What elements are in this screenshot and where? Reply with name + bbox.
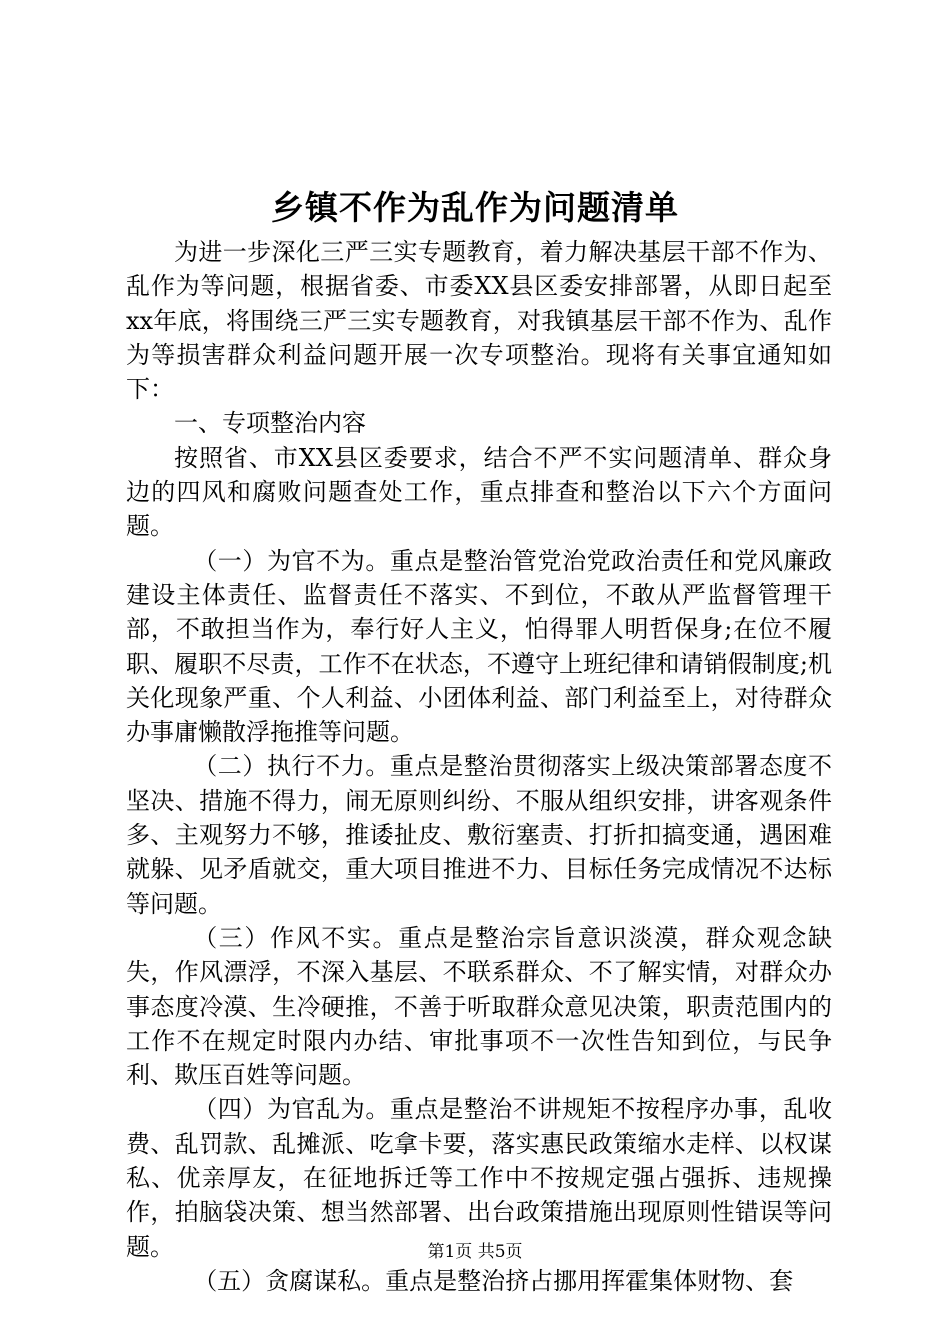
intro-paragraph: 为进一步深化三严三实专题教育，着力解决基层干部不作为、乱作为等问题，根据省委、市委XX县区委安排部署，从即日起至xx年底，将围绕三严三实专题教育，对我镇基层干部不作为、乱作为等损害群众利益问题开展一次专项整治。现将有关事宜通知如下： xyxy=(126,238,832,404)
document-title: 乡镇不作为乱作为问题清单 xyxy=(271,188,679,227)
document-body xyxy=(126,235,832,1298)
section-intro-paragraph: 按照省、市XX县区委要求，结合不严不实问题清单、群众身边的四风和腐败问题查处工作，重点排查和整治以下六个方面问题。 xyxy=(126,443,832,541)
page-number-footer: 第1页 共5页 xyxy=(427,1242,523,1262)
item-paragraph-2: （二）执行不力。重点是整治贯彻落实上级决策部署态度不坚决、措施不得力，闹无原则纠纷、不服从组织安排，讲客观条件多、主观努力不够，推诿扯皮、敷衍塞责、打折扣搞变通，遇困难就躲、见矛盾就交，重大项目推进不力、目标任务完成情况不达标等问题。 xyxy=(126,752,832,918)
item-paragraph-4: （四）为官乱为。重点是整治不讲规矩不按程序办事，乱收费、乱罚款、乱摊派、吃拿卡要，落实惠民政策缩水走样、以权谋私、优亲厚友，在征地拆迁等工作中不按规定强占强拆、违规操作，拍脑袋决策、想当然部署、出台政策措施出现原则性错误等问题。 xyxy=(126,1095,832,1261)
item-paragraph-3: （三）作风不实。重点是整治宗旨意识淡漠，群众观念缺失，作风漂浮，不深入基层、不联系群众、不了解实情，对群众办事态度冷漠、生冷硬推，不善于听取群众意见决策，职责范围内的工作不在规定时限内办结、审批事项不一次性告知到位，与民争利、欺压百姓等问题。 xyxy=(126,923,832,1090)
section-heading: 一、专项整治内容 xyxy=(174,409,366,438)
item-paragraph-5: （五）贪腐谋私。重点是整治挤占挪用挥霍集体财物、套 xyxy=(193,1266,794,1295)
item-paragraph-1: （一）为官不为。重点是整治管党治党政治责任和党风廉政建设主体责任、监督责任不落实、不到位，不敢从严监督管理干部，不敢担当作为，奉行好人主义，怕得罪人明哲保身;在位不履职、履职不尽责，工作不在状态，不遵守上班纪律和请销假制度;机关化现象严重、个人利益、小团体利益、部门利益至上，对待群众办事庸懒散浮拖推等问题。 xyxy=(126,546,832,747)
